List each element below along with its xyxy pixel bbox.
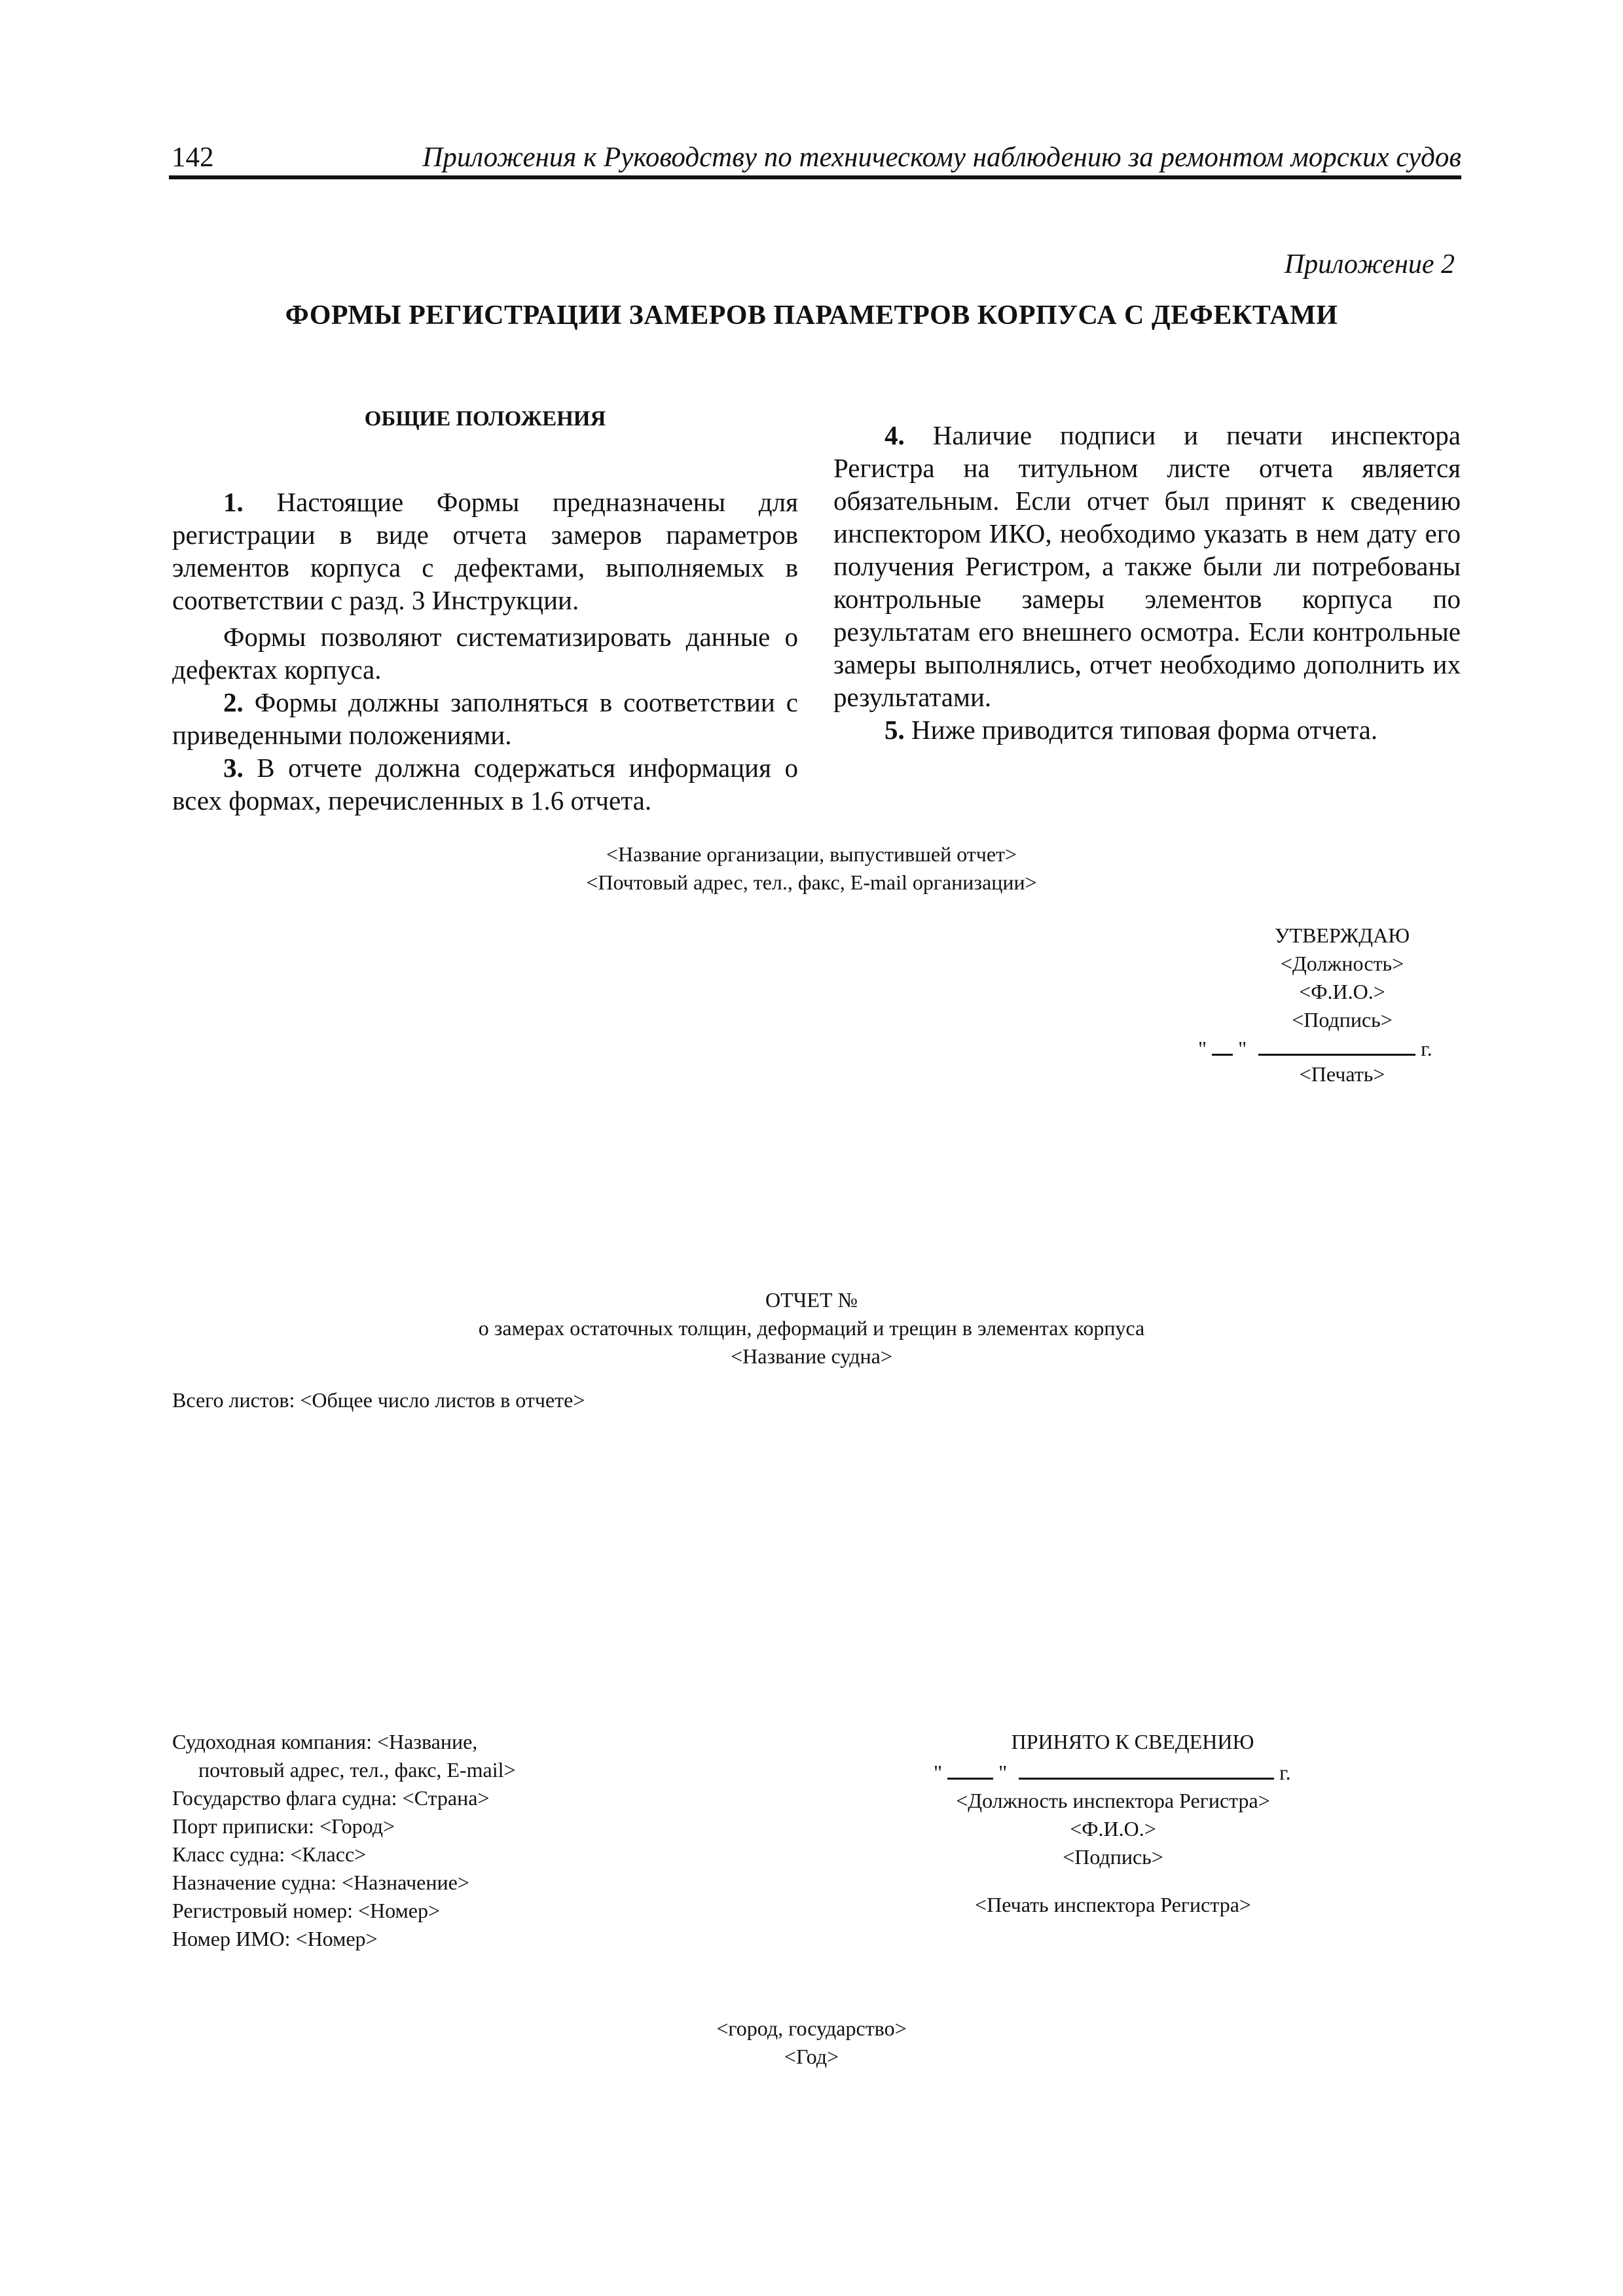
paragraph-5 [833, 713, 1461, 746]
company-line-1: Судоходная компания: <Название, [172, 1730, 478, 1753]
paragraph-number: 2. [223, 687, 244, 717]
quote-open: " [1198, 1037, 1207, 1060]
accepted-stamp: <Печать инспектора Регистра> [975, 1893, 1251, 1916]
accepted-fio: <Ф.И.О.> [1070, 1817, 1156, 1840]
month-blank [1019, 1758, 1274, 1780]
header-rule [169, 175, 1461, 179]
paragraph-number: 4. [884, 420, 905, 450]
paragraph-text: Ниже приводится типовая форма отчета. [904, 715, 1378, 745]
city-country: <город, государство> [716, 2017, 907, 2040]
imo-number: Номер ИМО: <Номер> [172, 1927, 378, 1950]
paragraph-text: В отчете должна содержаться информация о всех формах, перечисленных в 1.6 отчета. [172, 753, 798, 816]
accepted-signature: <Подпись> [1063, 1845, 1163, 1869]
paragraph-number: 5. [884, 715, 905, 745]
paragraph-4 [833, 419, 1461, 713]
approve-date-line [1198, 1034, 1512, 1063]
organization-name: <Название организации, выпустившей отчет> [606, 842, 1017, 866]
ship-purpose: Назначение судна: <Назначение> [172, 1871, 469, 1894]
accepted-block [903, 1728, 1322, 1919]
page-number: 142 [172, 142, 214, 173]
approve-signature: <Подпись> [1292, 1008, 1393, 1031]
left-column [172, 486, 798, 817]
general-heading: ОБЩИЕ ПОЛОЖЕНИЯ [364, 407, 606, 431]
organization-block [0, 840, 1623, 897]
register-number: Регистровый номер: <Номер> [172, 1899, 441, 1922]
city-year-block [0, 2015, 1623, 2071]
paragraph-number: 1. [223, 487, 244, 517]
accepted-title: ПРИНЯТО К СВЕДЕНИЮ [1011, 1730, 1254, 1753]
report-subtitle: о замерах остаточных толщин, деформаций и трещин в элементах корпуса [478, 1316, 1145, 1340]
approve-stamp: <Печать> [1299, 1062, 1385, 1086]
quote-close: " [1238, 1037, 1247, 1060]
paragraph-text: Формы позволяют систематизировать данные о дефектах корпуса. [172, 622, 798, 685]
accepted-position: <Должность инспектора Регистра> [956, 1789, 1270, 1812]
report-title-block [0, 1286, 1623, 1371]
approve-position: <Должность> [1280, 952, 1404, 975]
quote-close: " [998, 1761, 1008, 1784]
quote-open: " [934, 1761, 943, 1784]
day-blank [947, 1758, 993, 1780]
report-ship-name: <Название судна> [731, 1344, 892, 1368]
organization-address: <Почтовый адрес, тел., факс, E-mail организации> [586, 870, 1037, 894]
year-suffix: г. [1421, 1037, 1432, 1060]
accepted-date-line [934, 1758, 1322, 1787]
month-blank [1258, 1034, 1415, 1056]
port-of-registry: Порт приписки: <Город> [172, 1814, 395, 1838]
year: <Год> [784, 2045, 839, 2068]
paragraph-2 [172, 686, 798, 751]
appendix-label: Приложение 2 [1284, 249, 1455, 279]
right-column [833, 419, 1461, 746]
paragraph-text: Настоящие Формы предназначены для регистрации в виде отчета замеров параметров элементов корпуса с дефектами, выполняемых в соответствии с разд. 3 Инструкции. [172, 487, 798, 615]
company-line-2: почтовый адрес, тел., факс, E-mail> [198, 1758, 516, 1782]
ship-class: Класс судна: <Класс> [172, 1842, 367, 1866]
total-sheets: Всего листов: <Общее число листов в отчете> [172, 1388, 585, 1412]
approve-fio: <Ф.И.О.> [1299, 980, 1385, 1003]
paragraph-number: 3. [223, 753, 244, 783]
day-blank [1212, 1034, 1233, 1056]
paragraph-3 [172, 751, 798, 817]
ship-info-block [172, 1728, 516, 1953]
year-suffix: г. [1279, 1761, 1291, 1784]
paragraph-1 [172, 486, 798, 617]
approve-block [1172, 922, 1512, 1088]
paragraph-1b [172, 620, 798, 686]
paragraph-text: Наличие подписи и печати инспектора Регистра на титульном листе отчета является обязательным. Если отчет был принят к сведению инспектором ИКО, необходимо указать в нем дату его получения Регистром, а также были ли потребованы контрольные замеры элементов корпуса по результатам его внешнего осмотра. Если контрольные замеры выполнялись, отчет необходимо дополнить их результатами. [833, 420, 1461, 712]
flag-state: Государство флага судна: <Страна> [172, 1786, 490, 1810]
paragraph-text: Формы должны заполняться в соответствии с приведенными положениями. [172, 687, 798, 750]
approve-title: УТВЕРЖДАЮ [1274, 924, 1410, 947]
running-title: Приложения к Руководству по техническому наблюдению за ремонтом морских судов [422, 142, 1461, 173]
report-title: ОТЧЕТ № [765, 1288, 858, 1312]
main-title: ФОРМЫ РЕГИСТРАЦИИ ЗАМЕРОВ ПАРАМЕТРОВ КОРПУСА С ДЕФЕКТАМИ [285, 300, 1338, 331]
